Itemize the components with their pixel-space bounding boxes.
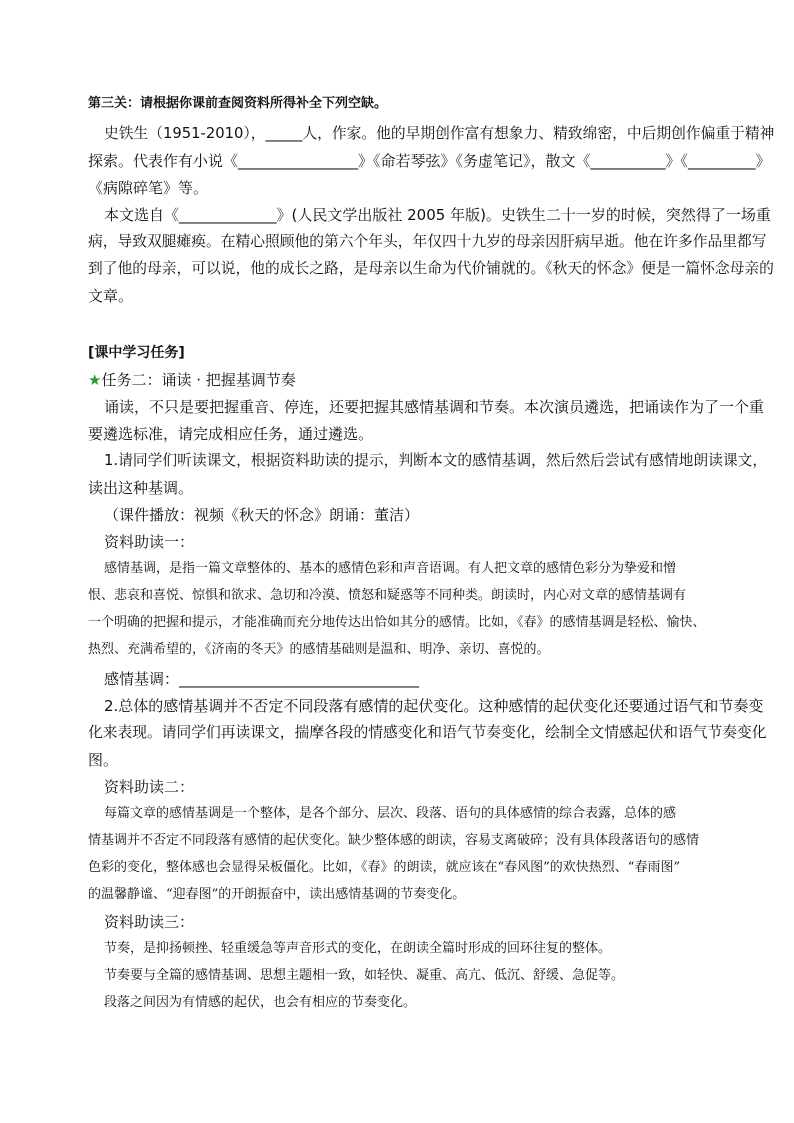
reference1-line: 感情基调，是指一篇文章整体的、基本的感情色彩和声音语调。有人把文章的感情色彩分为挚爱和憎 bbox=[104, 561, 677, 576]
tone-answer-line: 感情基调：________________________________ bbox=[104, 670, 420, 688]
reference1-line: 一个明确的把握和提示，才能准确而充分地传达出恰如其分的感情。比如，《春》的感情基调是轻松、愉快、 bbox=[88, 615, 706, 630]
reference2-line: 每篇文章的感情基调是一个整体，是各个部分、层次、段落、语句的具体感情的综合表露，总体的感 bbox=[104, 806, 677, 821]
question2-line: 图。 bbox=[88, 751, 119, 769]
reference2-line: 的温馨静谧、“迎春图”的开朗振奋中，读出感情基调的节奏变化。 bbox=[88, 887, 466, 902]
bio-line: 史铁生（1951-2010），_____人，作家。他的早期创作富有想象力、精致绵密，中后期创作偏重于精神 bbox=[104, 125, 775, 142]
source-line: 文章。 bbox=[88, 287, 134, 305]
question2-line: 化来表现。请同学们再读课文，揣摩各段的情感变化和语气节奏变化，绘制全文情感起伏和语气节奏变化 bbox=[88, 724, 767, 741]
question1-line: 1.请同学们听读课文，根据资料助读的提示，判断本文的感情基调，然后然后尝试有感情地朗读课文， bbox=[104, 452, 768, 469]
question2-line: 2.总体的感情基调并不否定不同段落有感情的起伏变化。这种感情的起伏变化还要通过语气和节奏变 bbox=[104, 697, 764, 715]
reference1-line: 热烈、充满希望的，《济南的冬天》的感情基础则是温和、明净、亲切、喜悦的。 bbox=[88, 642, 550, 657]
source-line: 病，导致双腿瘫痪。在精心照顾他的第六个年头，年仅四十九岁的母亲因肝病早逝。他在许多作品里都写 bbox=[88, 233, 767, 250]
video-note: （课件播放：视频《秋天的怀念》朗诵：董洁） bbox=[104, 506, 420, 524]
question1-line: 读出这种基调。 bbox=[88, 479, 194, 497]
reference3-line: 节奏要与全篇的感情基调、思想主题相一致，如轻快、凝重、高亢、低沉、舒缓、急促等。 bbox=[104, 968, 625, 983]
reference3-line: 节奏，是抑扬顿挫、轻重缓急等声音形式的变化，在朗读全篇时形成的回环往复的整体。 bbox=[104, 941, 612, 956]
reference2-line: 情基调并不否定不同段落有感情的起伏变化。缺少整体感的朗读，容易支离破碎；没有具体段落语句的感情 bbox=[88, 833, 700, 848]
level3-heading: 第三关：请根据你课前查阅资料所得补全下列空缺。 bbox=[88, 96, 388, 111]
reference3-label: 资料助读三： bbox=[104, 913, 195, 931]
reference3-line: 段落之间因为有情感的起伏，也会有相应的节奏变化。 bbox=[104, 995, 417, 1010]
reference2-line: 色彩的变化，整体感也会显得呆板僵化。比如，《春》的朗读，就应该在“春风图”的欢快热烈、“春雨图” bbox=[88, 860, 681, 875]
bio-line: 探索。代表作有小说《________________》《命若琴弦》《务虚笔记》，散文《__________》《_________》 bbox=[88, 152, 771, 170]
reference1-label: 资料助读一： bbox=[104, 533, 195, 551]
reference1-line: 恨、悲哀和喜悦、惊惧和欲求、急切和冷漠、愤怒和疑惑等不同种类。朗读时，内心对文章的感情基调有 bbox=[88, 588, 687, 603]
bio-line: 《病隙碎笔》等。 bbox=[88, 179, 209, 197]
reference2-label: 资料助读二： bbox=[104, 778, 195, 796]
task2-heading bbox=[88, 369, 296, 391]
star-icon: ★ bbox=[88, 371, 102, 389]
section-title: [课中学习任务] bbox=[88, 345, 185, 361]
task2-title: 任务二：诵读 · 把握基调节奏 bbox=[101, 371, 296, 389]
source-line: 本文选自《_____________》(人民文学出版社 2005 年版)。史铁生二十一岁的时候，突然得了一场重 bbox=[104, 206, 771, 224]
task2-intro-line: 要遴选标准，请完成相应任务，通过遴选。 bbox=[88, 425, 374, 443]
task2-intro-line: 诵读，不只是要把握重音、停连，还要把握其感情基调和节奏。本次演员遴选，把诵读作为了一个重 bbox=[104, 398, 765, 416]
source-line: 到了他的母亲，可以说，他的成长之路，是母亲以生命为代价铺就的。《秋天的怀念》便是一篇怀念母亲的 bbox=[88, 260, 774, 277]
